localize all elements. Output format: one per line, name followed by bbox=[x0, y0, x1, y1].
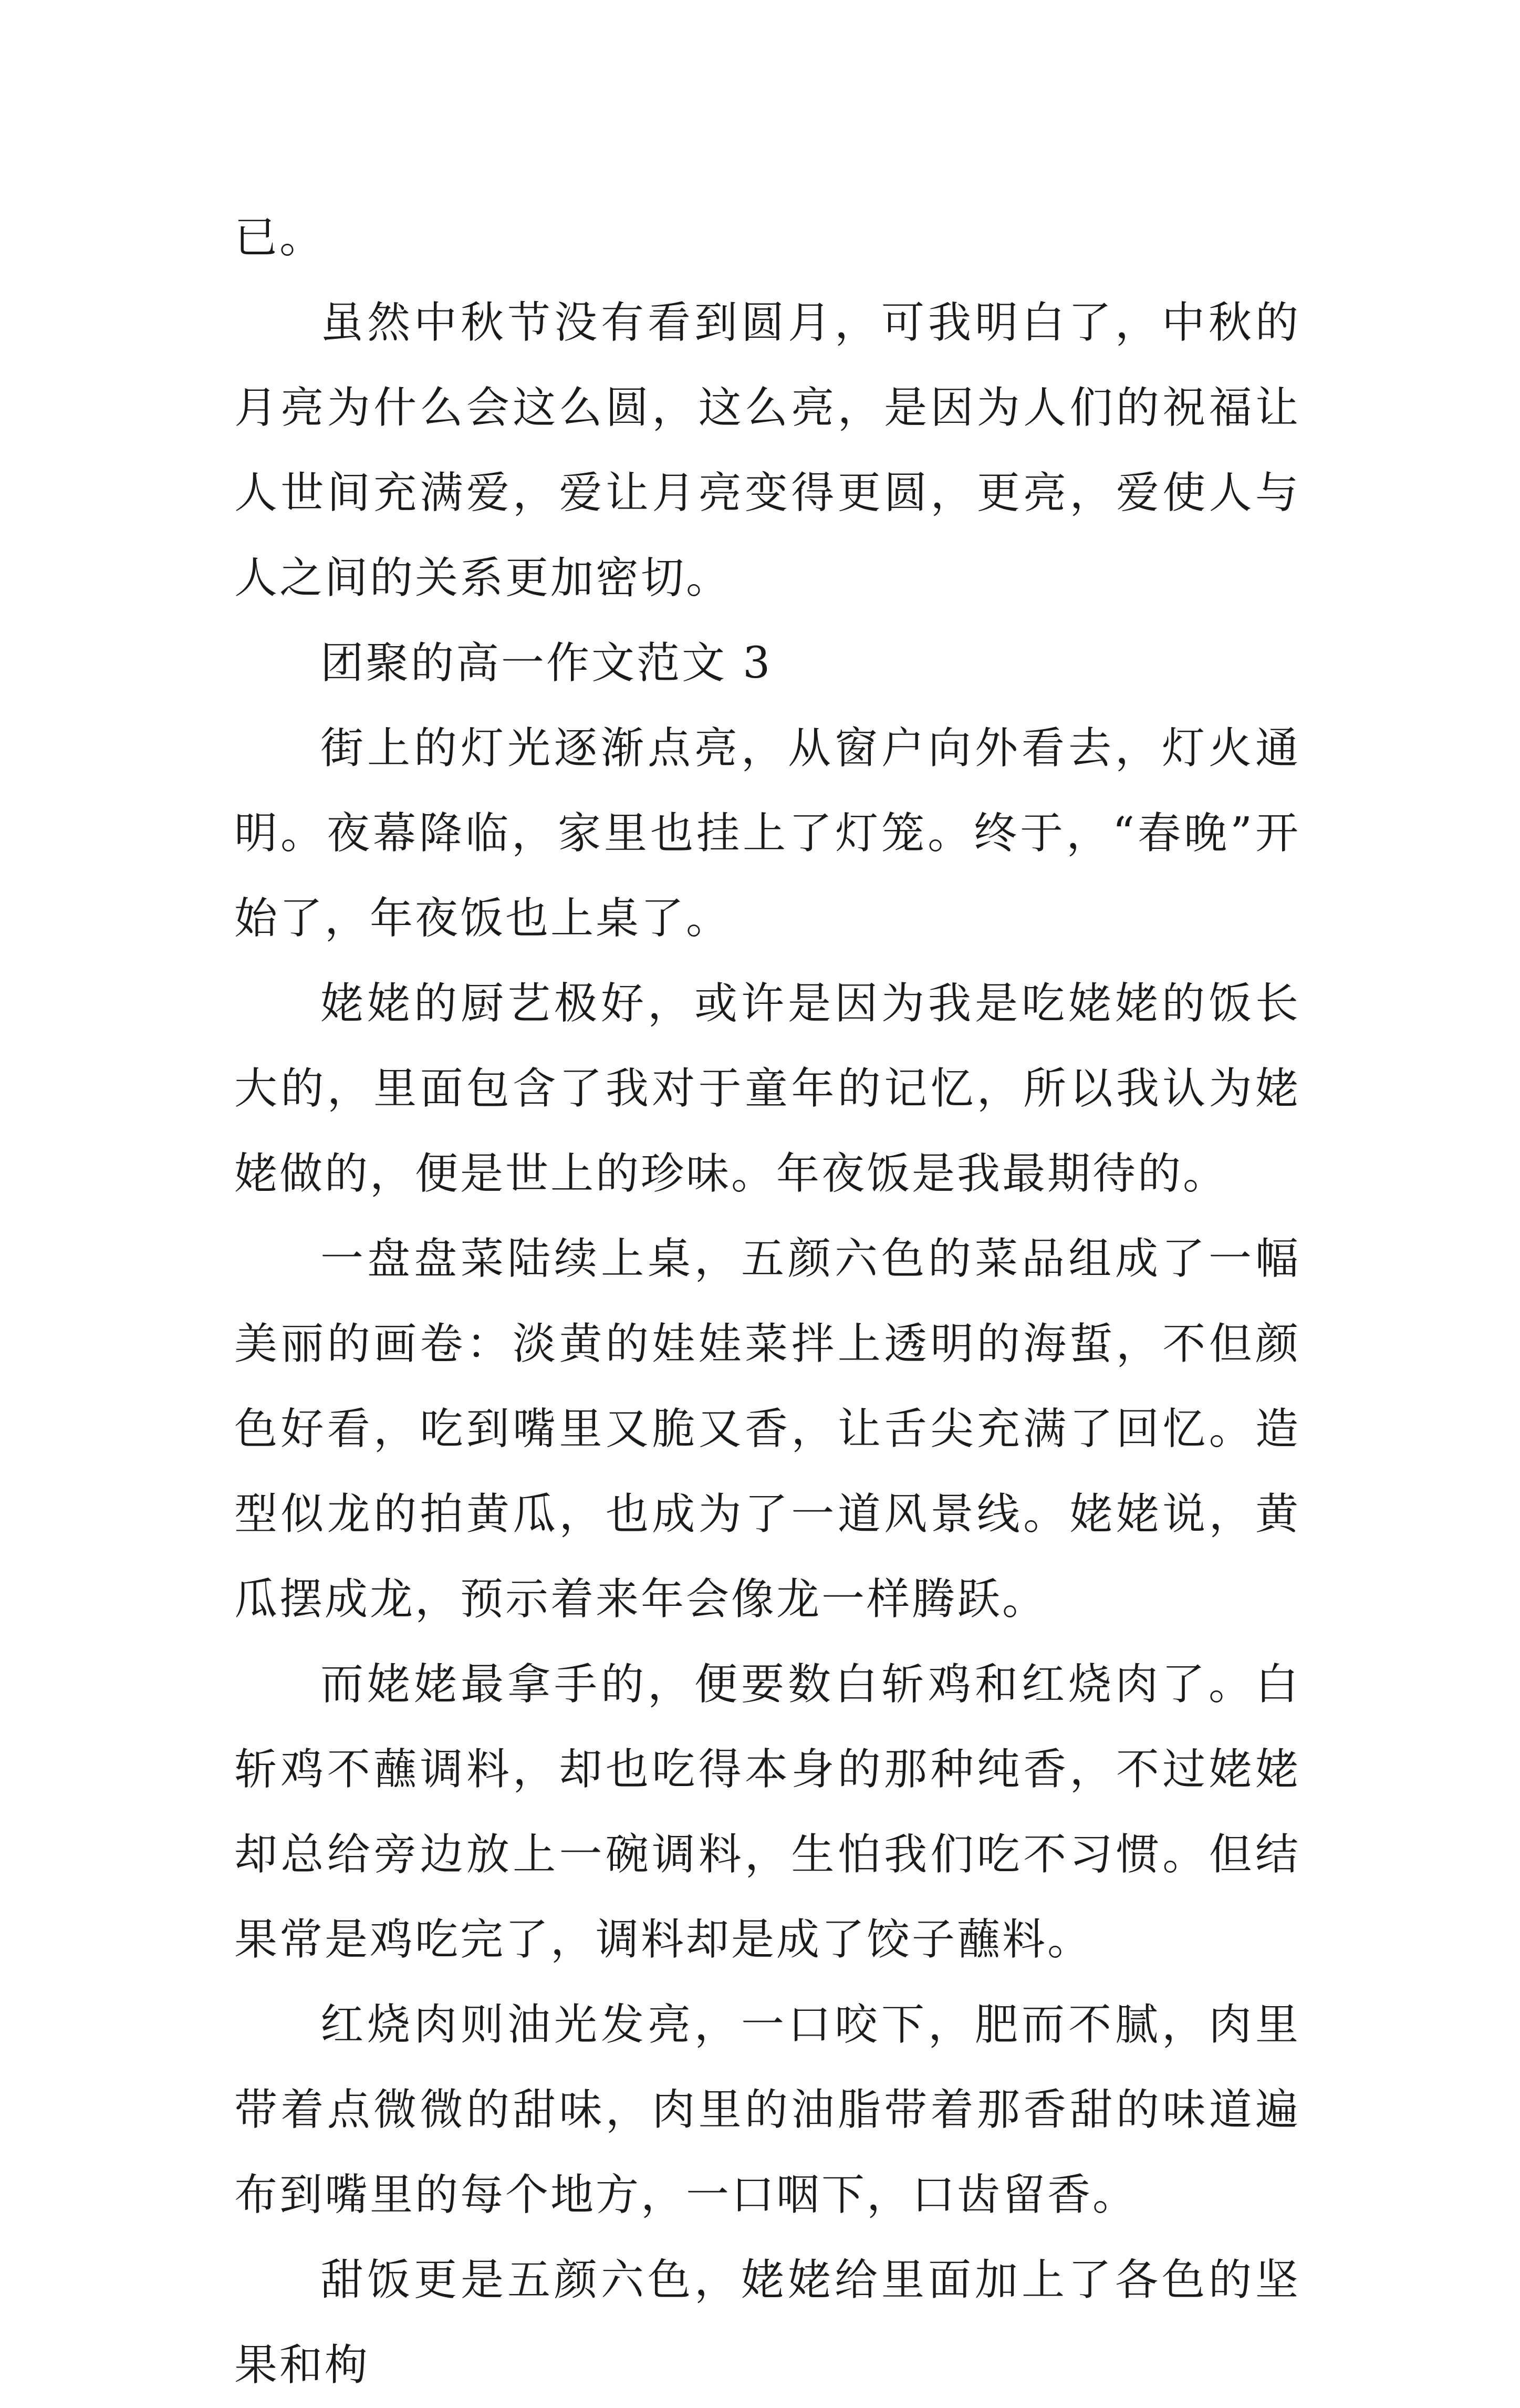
paragraph-4: 姥姥的厨艺极好，或许是因为我是吃姥姥的饭长大的，里面包含了我对于童年的记忆，所以我认为姥姥做的，便是世上的珍味。年夜饭是我最期待的。 bbox=[234, 979, 1300, 1199]
paragraph-2: 虽然中秋节没有看到圆月，可我明白了，中秋的月亮为什么会这么圆，这么亮，是因为人们的祝福让人世间充满爱，爱让月亮变得更圆，更亮，爱使人与人之间的关系更加密切。 bbox=[234, 298, 1300, 603]
paragraph-5: 一盘盘菜陆续上桌，五颜六色的菜品组成了一幅美丽的画卷：淡黄的娃娃菜拌上透明的海蜇，不但颜色好看，吃到嘴里又脆又香，让舌尖充满了回忆。造型似龙的拍黄瓜，也成为了一道风景线。姥姥说，黄瓜摆成龙，预示着来年会像龙一样腾跃。 bbox=[234, 1234, 1300, 1624]
paragraph-6: 而姥姥最拿手的，便要数白斩鸡和红烧肉了。白斩鸡不蘸调料，却也吃得本身的那种纯香，不过姥姥却总给旁边放上一碗调料，生怕我们吃不习惯。但结果常是鸡吃完了，调料却是成了饺子蘸料。 bbox=[234, 1659, 1300, 1965]
section-heading: 团聚的高一作文范文 3 bbox=[320, 638, 773, 688]
paragraph-8: 甜饭更是五颜六色，姥姥给里面加上了各色的坚果和枸 bbox=[234, 2255, 1300, 2390]
paragraph-1: 已。 bbox=[234, 213, 325, 263]
paragraph-7: 红烧肉则油光发亮，一口咬下，肥而不腻，肉里带着点微微的甜味，肉里的油脂带着那香甜的味道遍布到嘴里的每个地方，一口咽下，口齿留香。 bbox=[234, 2000, 1300, 2220]
paragraph-3: 街上的灯光逐渐点亮，从窗户向外看去，灯火通明。夜幕降临，家里也挂上了灯笼。终于，“春晚”开始了，年夜饭也上桌了。 bbox=[234, 723, 1300, 943]
document-body bbox=[234, 195, 1300, 2408]
